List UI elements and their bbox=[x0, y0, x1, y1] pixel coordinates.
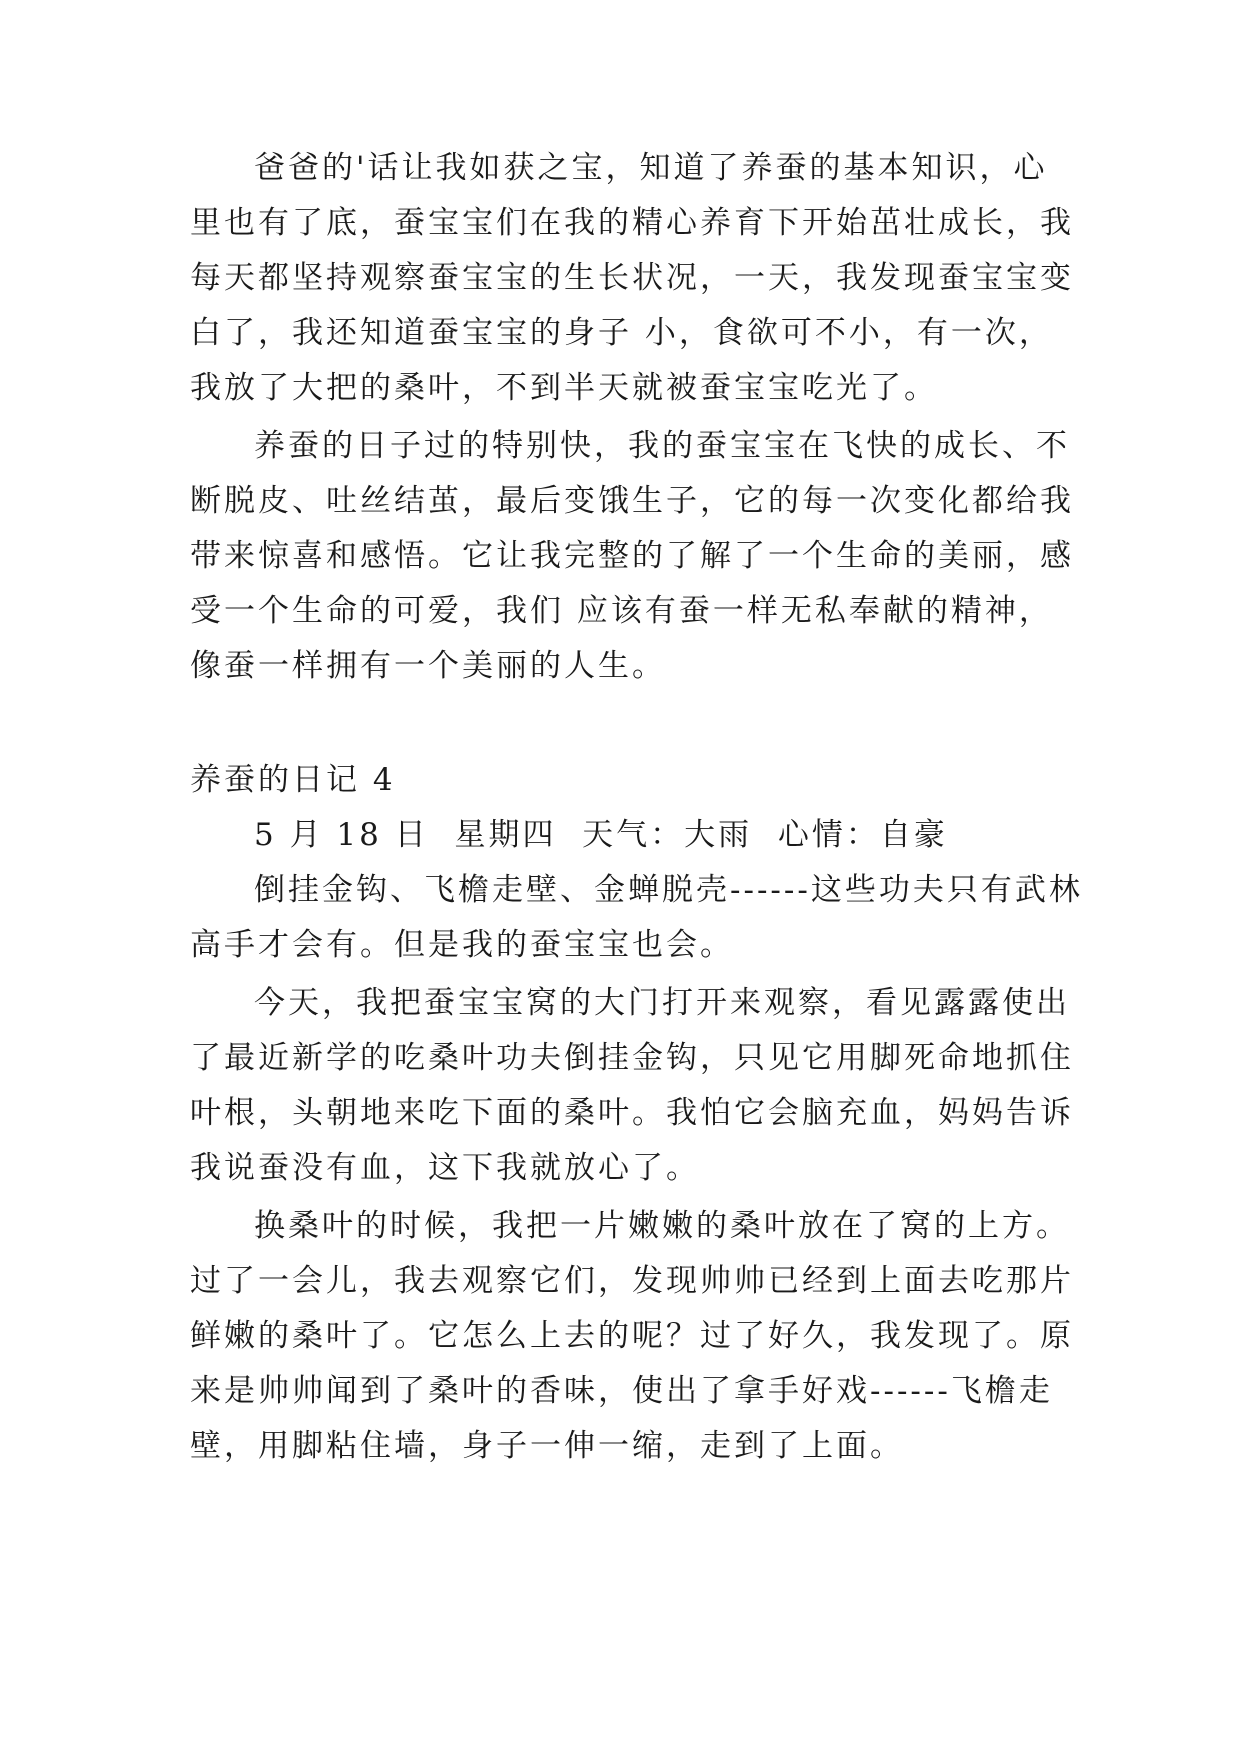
paragraph-1-line-2: 里也有了底，蚕宝宝们在我的精心养育下开始茁壮成长，我 bbox=[190, 205, 1074, 241]
paragraph-1-line-5: 我放了大把的桑叶，不到半天就被蚕宝宝吃光了。 bbox=[190, 370, 938, 406]
paragraph-3-line-1: 倒挂金钩、飞檐走壁、金蝉脱壳------这些功夫只有武林 bbox=[254, 872, 1083, 908]
paragraph-5-line-3: 鲜嫩的桑叶了。它怎么上去的呢？过了好久，我发现了。原 bbox=[190, 1318, 1074, 1354]
paragraph-5-line-2: 过了一会儿，我去观察它们，发现帅帅已经到上面去吃那片 bbox=[190, 1263, 1074, 1299]
paragraph-1-line-3: 每天都坚持观察蚕宝宝的生长状况，一天，我发现蚕宝宝变 bbox=[190, 260, 1074, 296]
paragraph-2-line-5: 像蚕一样拥有一个美丽的人生。 bbox=[190, 648, 666, 684]
paragraph-3-line-2: 高手才会有。但是我的蚕宝宝也会。 bbox=[190, 927, 734, 963]
paragraph-5-line-1: 换桑叶的时候，我把一片嫩嫩的桑叶放在了窝的上方。 bbox=[254, 1208, 1070, 1244]
paragraph-2-line-2: 断脱皮、吐丝结茧，最后变饿生子，它的每一次变化都给我 bbox=[190, 483, 1074, 519]
entry-header: 5 月 18 日 星期四 天气：大雨 心情：自豪 bbox=[254, 817, 948, 853]
paragraph-2-line-1: 养蚕的日子过的特别快，我的蚕宝宝在飞快的成长、不 bbox=[254, 428, 1070, 464]
paragraph-4-line-2: 了最近新学的吃桑叶功夫倒挂金钩，只见它用脚死命地抓住 bbox=[190, 1040, 1074, 1076]
paragraph-1-line-1: 爸爸的'话让我如获之宝，知道了养蚕的基本知识，心 bbox=[254, 150, 1048, 186]
section-title: 养蚕的日记 4 bbox=[190, 762, 396, 798]
paragraph-4-line-4: 我说蚕没有血，这下我就放心了。 bbox=[190, 1150, 700, 1186]
paragraph-5-line-4: 来是帅帅闻到了桑叶的香味，使出了拿手好戏------飞檐走 bbox=[190, 1373, 1053, 1409]
paragraph-2-line-3: 带来惊喜和感悟。它让我完整的了解了一个生命的美丽，感 bbox=[190, 538, 1074, 574]
paragraph-4-line-1: 今天，我把蚕宝宝窝的大门打开来观察，看见露露使出 bbox=[254, 985, 1070, 1021]
paragraph-4-line-3: 叶根，头朝地来吃下面的桑叶。我怕它会脑充血，妈妈告诉 bbox=[190, 1095, 1074, 1131]
paragraph-1-line-4: 白了，我还知道蚕宝宝的身子 小，食欲可不小，有一次， bbox=[190, 315, 1053, 351]
paragraph-5-line-5: 壁，用脚粘住墙，身子一伸一缩，走到了上面。 bbox=[190, 1428, 904, 1464]
paragraph-2-line-4: 受一个生命的可爱，我们 应该有蚕一样无私奉献的精神， bbox=[190, 593, 1053, 629]
